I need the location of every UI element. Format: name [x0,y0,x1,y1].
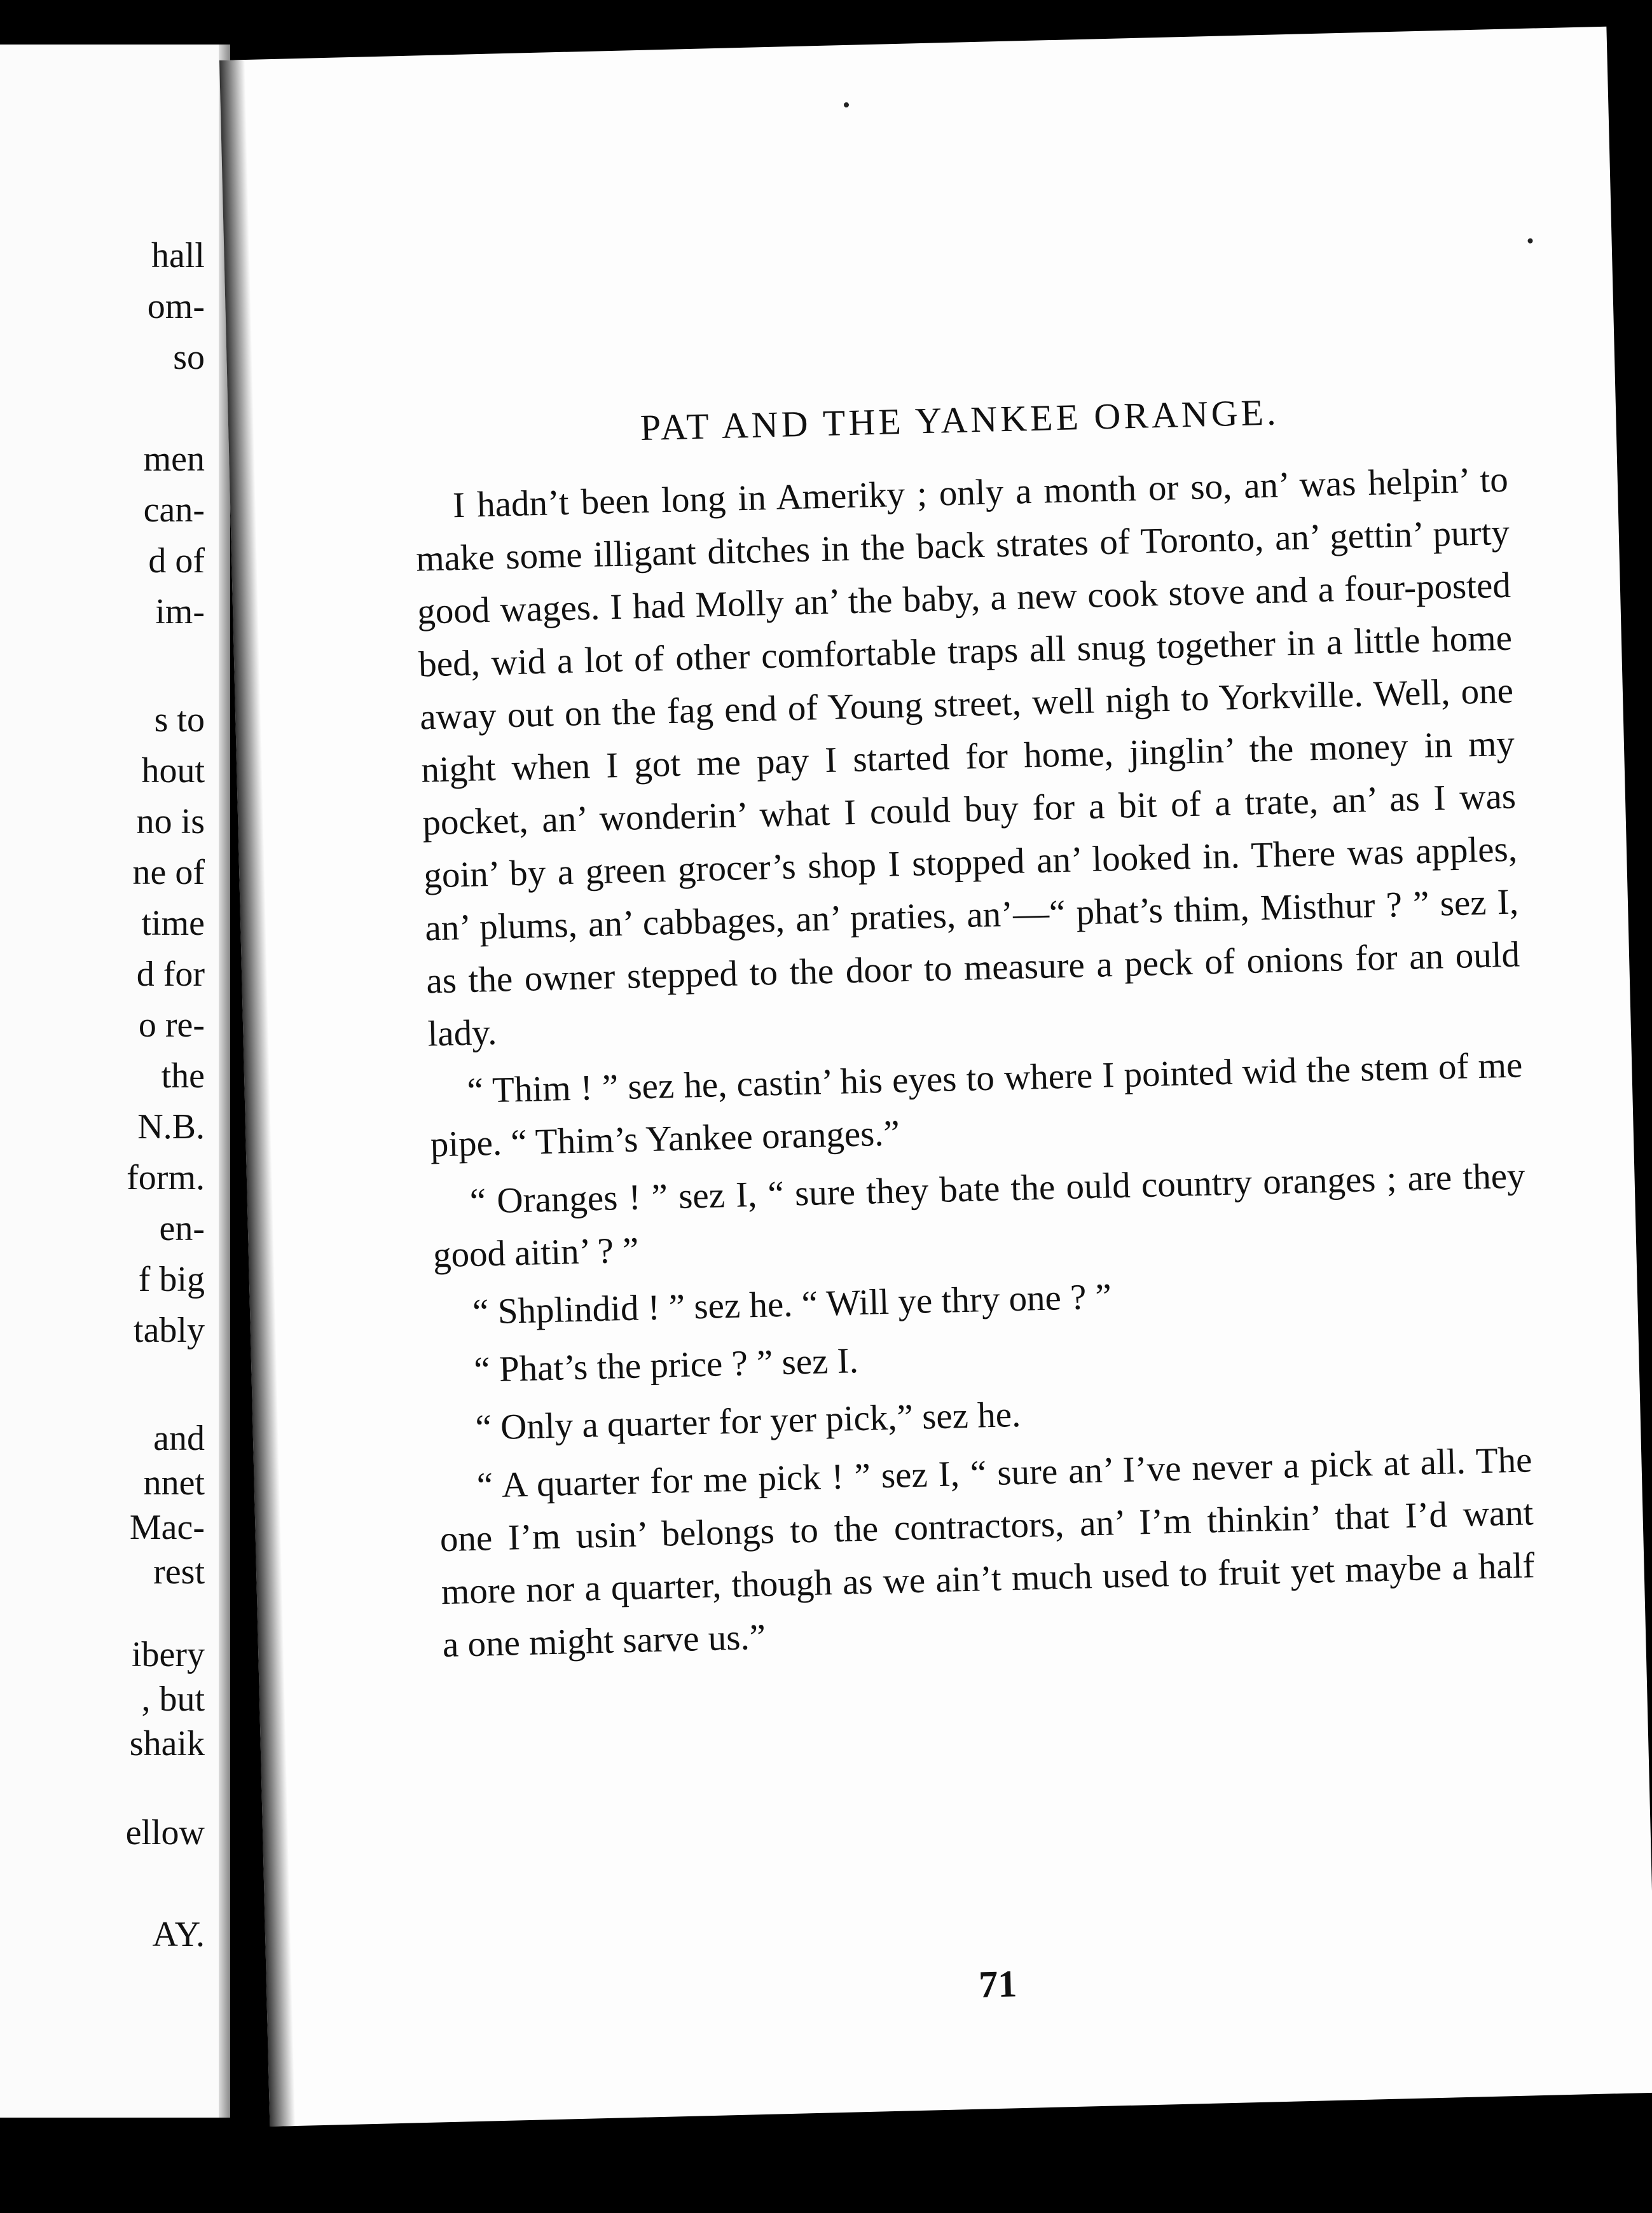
left-page-text-fragment: men [143,439,205,479]
left-page-text-fragment: Mac- [129,1508,205,1547]
left-page-text-fragment: s to [154,700,205,740]
left-page-text-fragment: the [161,1056,205,1096]
left-page-text-fragment: ibery [131,1635,205,1674]
left-page-text-fragment: f big [138,1260,205,1299]
paragraph: “ Phat’s the price ? ” sez I. [473,1341,859,1390]
left-page-text-fragment: nnet [143,1463,205,1503]
left-page-text-fragment: om- [147,287,205,326]
left-page-text-fragment: N.B. [137,1107,205,1147]
chapter-title: PAT AND THE YANKEE ORANGE. [640,391,1280,448]
left-page-text-fragment: ellow [125,1813,205,1852]
left-page-text-fragment: rest [153,1552,205,1592]
left-facing-page [0,45,230,2118]
paragraph: “ Only a quarter for yer pick,” sez he. [474,1394,1021,1448]
left-page-text-fragment: im- [155,592,205,631]
speck [1527,238,1532,244]
paragraph: “ A quarter for me pick ! ” sez I, “ sure an’ I’ve never a pick at all. The one I’m usin’ belongs to the contractors, an’ I’m thinkin’ that I’d want more nor a quarter, though as we ain’t much used to fruit yet maybe a half a one might sarve us.” [439,1440,1536,1665]
spine-shadow [219,60,295,2127]
left-page-text-fragment: can- [143,490,205,530]
left-page-text-fragment: and [153,1419,205,1458]
left-page-text-fragment: hout [141,751,205,790]
left-page-text-fragment: time [141,904,205,943]
left-page-text-fragment: d of [148,541,205,581]
left-page-text-fragment: AY. [152,1915,205,1954]
left-page-text-fragment: shaik [129,1724,205,1763]
right-page [219,27,1652,2127]
left-page-text-fragment: ne of [132,853,205,892]
page-number: 71 [978,1962,1018,2006]
paragraph: “ Thim ! ” sez he, castin’ his eyes to where I pointed wid the stem of me pipe. “ Thim’s Yankee oranges.” [429,1045,1523,1165]
page-text-block [413,385,1537,2006]
left-page-text-fragment: tably [134,1311,205,1350]
left-page-text-fragment: o re- [138,1005,205,1045]
paragraph: I hadn’t been long in Ameriky ; only a month or so, an’ was helpin’ to make some illigant ditches in the back strates of Toronto, an’ gettin’ purty good wages. I had Molly an’ the baby, a new cook stove and a four-posted bed, wid a lot of other comfortable traps all snug together in a little home away out on the fag end of Young street, well nigh to Yorkville. Well, one night when I got me pay I started for home, jinglin’ the money in my pocket, an’ wonderin’ what I could buy for a bit of a trate, an’ as I was goin’ by a green grocer’s shop I stopped an’ looked in. There was apples, an’ plums, an’ cabbages, an’ praties, an’—“ phat’s thim, Misthur ? ” sez I, as the owner stepped to the door to measure a peck of onions for an ould lady. [415,459,1520,1054]
left-page-text-fragment: en- [159,1209,205,1248]
speck [844,102,849,107]
left-page-text-fragment: hall [151,236,205,275]
left-page-text-fragment: so [173,338,205,377]
paragraph: “ Shplindid ! ” sez he. “ Will ye thry one ? ” [472,1276,1112,1332]
left-page-text-fragment: , but [141,1679,205,1719]
left-page-text-fragment: d for [136,955,205,994]
paragraph: “ Oranges ! ” sez I, “ sure they bate the ould country oranges ; are they good aitin’ ? ” [432,1155,1526,1276]
left-page-text-fragment: no is [136,802,205,841]
left-page-text-fragment: form. [127,1158,205,1197]
